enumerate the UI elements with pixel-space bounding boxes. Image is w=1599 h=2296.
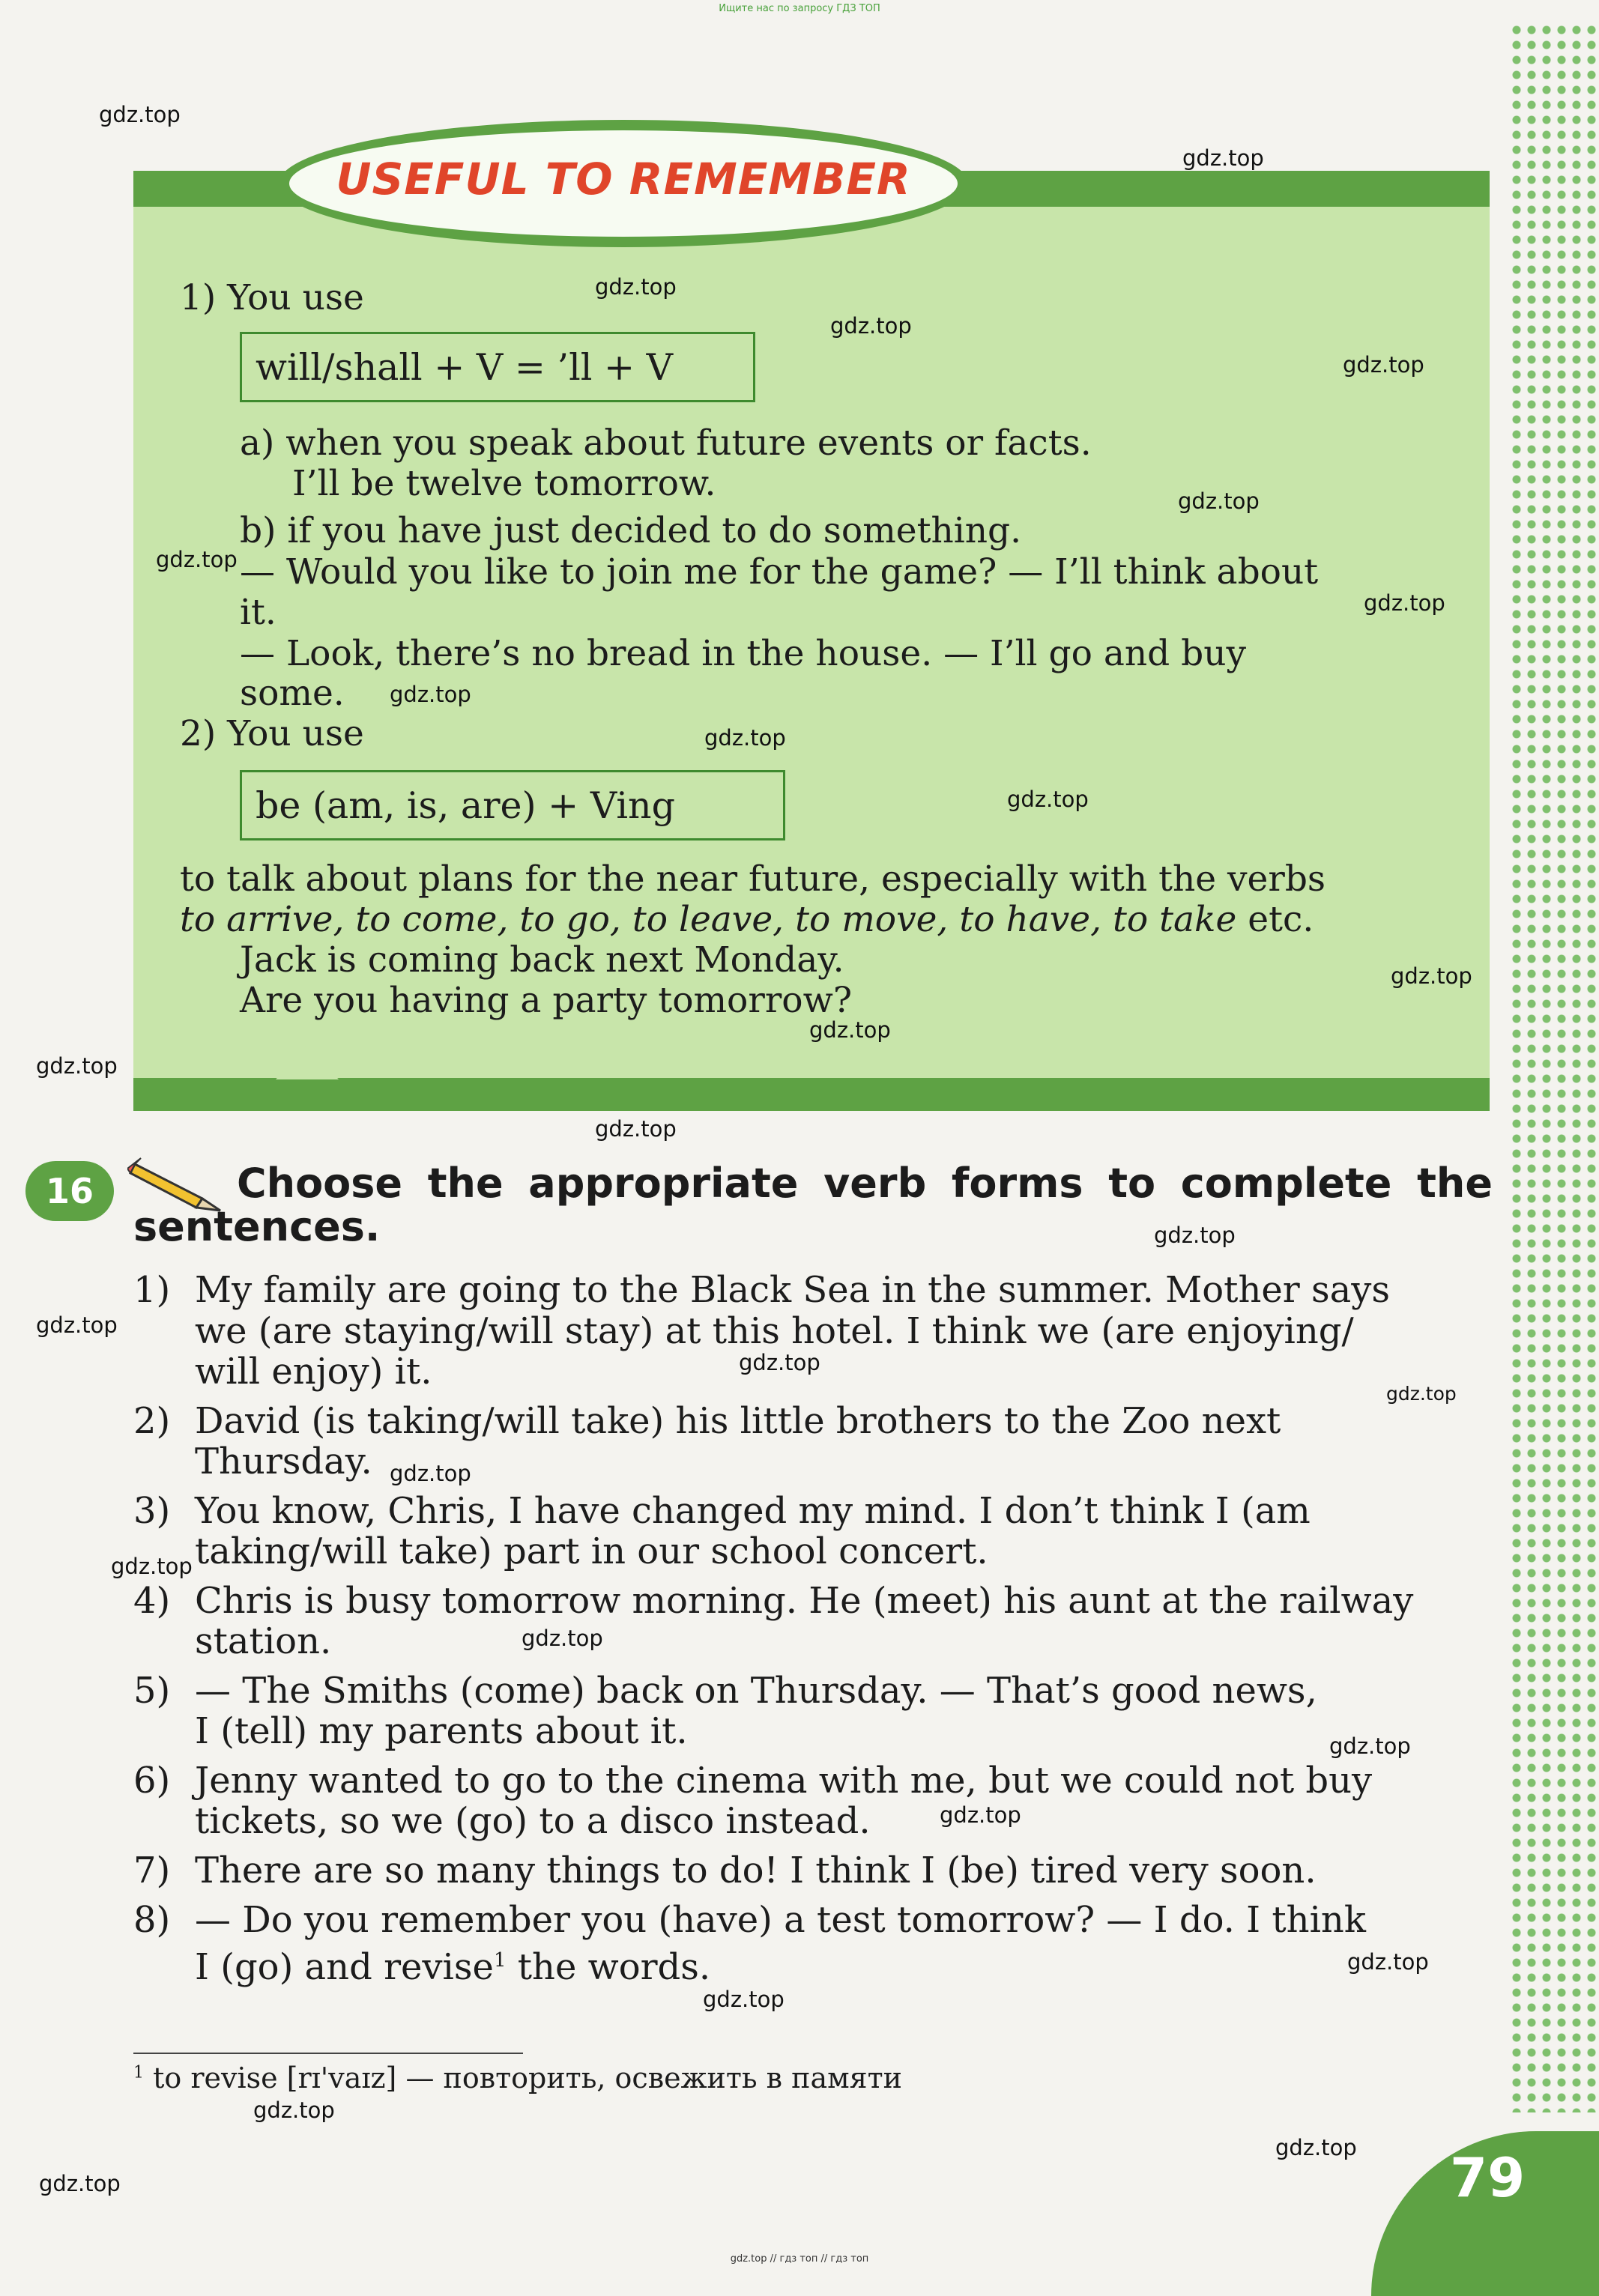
rule1-a-line2: I’ll be twelve tomorrow.: [292, 463, 716, 504]
watermark: gdz.top: [940, 1802, 1021, 1828]
item-8-line2-text: I (go) and revise: [195, 1946, 494, 1988]
item-number: 6): [133, 1760, 171, 1802]
footnote-ref: 1: [493, 1949, 507, 1972]
watermark: gdz.top: [36, 1312, 118, 1338]
title-word: complete: [1180, 1160, 1392, 1207]
verbs-etc: etc.: [1248, 899, 1314, 940]
rule1-intro: 1) You use: [180, 277, 364, 318]
rule1-a-line1: a) when you speak about future events or facts.: [240, 422, 1092, 464]
title-word: Choose: [237, 1160, 403, 1207]
item-number: 1): [133, 1269, 171, 1311]
title-word: verb: [823, 1160, 927, 1207]
item-5-line1: — The Smiths (come) back on Thursday. — That’s good news,: [195, 1670, 1317, 1712]
watermark: gdz.top: [39, 2171, 121, 2196]
watermark: gdz.top: [809, 1017, 891, 1043]
watermark: gdz.top: [1007, 787, 1089, 812]
watermark: gdz.top: [830, 313, 912, 339]
item-number: 7): [133, 1850, 171, 1891]
title-word: the: [427, 1160, 504, 1207]
title-word: the: [1417, 1160, 1493, 1207]
item-number: 4): [133, 1580, 171, 1622]
watermark: gdz.top: [253, 2097, 335, 2123]
watermark: gdz.top: [1329, 1733, 1411, 1759]
rule2-example1: Jack is coming back next Monday.: [240, 939, 844, 981]
rule2-example2: Are you having a party tomorrow?: [240, 980, 853, 1021]
watermark: gdz.top: [1391, 963, 1472, 989]
verb: to have,: [959, 899, 1102, 940]
header-note: Ищите нас по запросу ГДЗ ТОП: [719, 3, 880, 14]
verb: to go,: [519, 899, 621, 940]
watermark: gdz.top: [595, 274, 677, 300]
watermark: gdz.top: [703, 1987, 785, 2012]
item-5-line2: I (tell) my parents about it.: [195, 1710, 688, 1752]
item-number: 3): [133, 1490, 171, 1532]
watermark: gdz.top: [1154, 1223, 1236, 1248]
watermark: gdz.top: [1343, 352, 1424, 378]
item-8-line1: — Do you remember you (have) a test tomorrow? — I do. I think: [195, 1899, 1366, 1941]
item-2-line1: David (is taking/will take) his little brothers to the Zoo next: [195, 1400, 1281, 1442]
item-8-line2: [195, 1940, 710, 1987]
item-number: 5): [133, 1670, 171, 1712]
item-1-line1: My family are going to the Black Sea in the summer. Mother says: [195, 1269, 1390, 1311]
rule-box-title: USEFUL TO REMEMBER: [336, 154, 911, 205]
title-word: to: [1108, 1160, 1156, 1207]
watermark: gdz.top: [99, 102, 181, 127]
verb: to come,: [355, 899, 509, 940]
watermark: gdz.top: [156, 547, 238, 572]
item-6-line1: Jenny wanted to go to the cinema with me, but we could not buy: [195, 1760, 1373, 1802]
item-3-line2: taking/will take) part in our school concert.: [195, 1530, 988, 1572]
exercise-number-badge: 16: [25, 1161, 114, 1221]
title-word: appropriate: [528, 1160, 799, 1207]
watermark: gdz.top: [1386, 1383, 1457, 1405]
verb: to take: [1113, 899, 1237, 940]
verb: to move,: [795, 899, 949, 940]
footnote-text: to revise [rɪ'vaɪz] — повторить, освежить в памяти: [153, 2062, 903, 2094]
rule2-formula: be (am, is, are) + Ving: [240, 770, 785, 840]
verb: to arrive,: [180, 899, 345, 940]
watermark: gdz.top: [36, 1053, 118, 1079]
watermark: gdz.top: [1364, 590, 1445, 616]
item-1-line2: we (are staying/will stay) at this hotel. I think we (are enjoying/: [195, 1310, 1354, 1352]
watermark: gdz.top: [522, 1626, 603, 1651]
rule2-line1: to talk about plans for the near future, especially with the verbs: [180, 858, 1326, 900]
item-number: 2): [133, 1400, 171, 1442]
item-4-line2: station.: [195, 1620, 332, 1662]
exercise-title-line2: sentences.: [133, 1203, 381, 1250]
item-4-line1: Chris is busy tomorrow morning. He (meet) his aunt at the railway: [195, 1580, 1414, 1622]
item-7-line1: There are so many things to do! I think I (be) tired very soon.: [195, 1850, 1317, 1891]
title-word: forms: [951, 1160, 1083, 1207]
page-number: 79: [1450, 2146, 1526, 2209]
rule2-verbs: [180, 899, 1314, 941]
rule1-b-line5: some.: [240, 673, 345, 714]
rule1-b-line1: b) if you have just decided to do something.: [240, 510, 1022, 551]
footnote-divider: [133, 2053, 523, 2054]
rule1-b-line2: — Would you like to join me for the game? — I’ll think about: [240, 551, 1319, 593]
verb: to leave,: [632, 899, 785, 940]
watermark: gdz.top: [1178, 488, 1260, 514]
rule2-intro: 2) You use: [180, 713, 364, 754]
watermark: gdz.top: [704, 725, 786, 751]
watermark: gdz.top: [595, 1116, 677, 1142]
dotted-border: [1509, 22, 1599, 2112]
item-6-line2: tickets, so we (go) to a disco instead.: [195, 1800, 871, 1842]
footnote-mark: 1: [133, 2063, 144, 2083]
item-1-line3: will enjoy) it.: [195, 1351, 432, 1393]
watermark: gdz.top: [111, 1554, 193, 1579]
item-number: 8): [133, 1899, 171, 1941]
rule1-b-line4: — Look, there’s no bread in the house. — I’ll go and buy: [240, 633, 1247, 674]
rule1-b-line3: it.: [240, 592, 276, 633]
watermark: gdz.top: [390, 682, 471, 707]
item-8-line2-tail: the words.: [506, 1946, 711, 1988]
watermark: gdz.top: [739, 1350, 820, 1375]
watermark: gdz.top: [390, 1461, 471, 1486]
footer-note: gdz.top // гдз топ // гдз топ: [730, 2253, 869, 2265]
exercise-title-line1: [237, 1160, 1493, 1207]
item-2-line2: Thursday.: [195, 1441, 372, 1482]
item-3-line1: You know, Chris, I have changed my mind. I don’t think I (am: [195, 1490, 1311, 1532]
watermark: gdz.top: [1347, 1949, 1429, 1975]
footnote: [133, 2062, 902, 2094]
rule1-formula: will/shall + V = ’ll + V: [240, 332, 755, 402]
watermark: gdz.top: [1275, 2135, 1357, 2160]
watermark: gdz.top: [1182, 145, 1264, 171]
box-pointer: [276, 1045, 339, 1079]
